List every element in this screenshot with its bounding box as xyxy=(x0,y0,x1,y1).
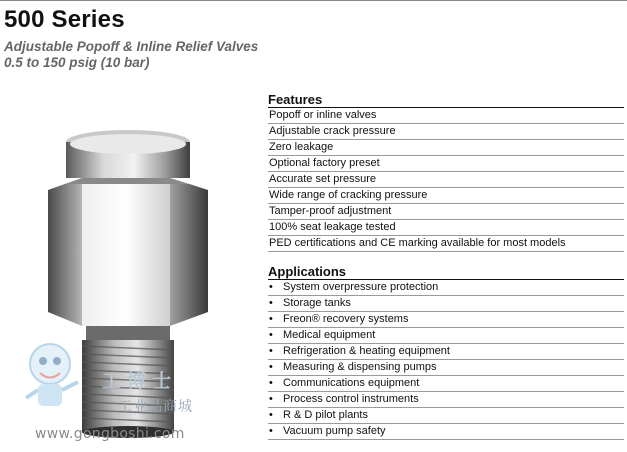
application-item xyxy=(268,408,624,424)
application-label: Medical equipment xyxy=(283,329,376,341)
application-item xyxy=(268,376,624,392)
application-label: R & D pilot plants xyxy=(283,409,368,421)
bullet-icon: • xyxy=(269,425,273,437)
bullet-icon: • xyxy=(269,345,273,357)
application-item xyxy=(268,280,624,296)
bullet-icon: • xyxy=(269,409,273,421)
application-label: Communications equipment xyxy=(283,377,420,389)
application-item xyxy=(268,296,624,312)
features-heading: Features xyxy=(268,92,624,108)
watermark-url: www.gongboshi.com xyxy=(35,426,185,442)
page-subtitle xyxy=(4,39,258,71)
application-label: Refrigeration & heating equipment xyxy=(283,345,450,357)
applications-heading: Applications xyxy=(268,264,624,280)
feature-item: Zero leakage xyxy=(268,140,624,156)
application-label: Storage tanks xyxy=(283,297,351,309)
application-item xyxy=(268,360,624,376)
application-item xyxy=(268,312,624,328)
bullet-icon: • xyxy=(269,361,273,373)
feature-item: Tamper-proof adjustment xyxy=(268,204,624,220)
application-item xyxy=(268,392,624,408)
features-section xyxy=(268,92,624,252)
bullet-icon: • xyxy=(269,329,273,341)
watermark-cn-large: 工博士 xyxy=(102,370,178,392)
feature-item: Optional factory preset xyxy=(268,156,624,172)
application-label: Measuring & dispensing pumps xyxy=(283,361,437,373)
feature-item: Adjustable crack pressure xyxy=(268,124,624,140)
bullet-icon: • xyxy=(269,377,273,389)
subtitle-line-1: Adjustable Popoff & Inline Relief Valves xyxy=(4,39,259,54)
application-label: System overpressure protection xyxy=(283,281,439,293)
application-label: Process control instruments xyxy=(283,393,419,405)
bullet-icon: • xyxy=(269,297,273,309)
feature-item: Popoff or inline valves xyxy=(268,108,624,124)
feature-item: Wide range of cracking pressure xyxy=(268,188,624,204)
bullet-icon: • xyxy=(269,313,273,325)
feature-item: Accurate set pressure xyxy=(268,172,624,188)
application-label: Vacuum pump safety xyxy=(283,425,386,437)
top-rule xyxy=(0,0,627,1)
feature-item: PED certifications and CE marking available for most models xyxy=(268,236,624,252)
applications-section xyxy=(268,264,624,440)
subtitle-line-2: 0.5 to 150 psig (10 bar) xyxy=(4,55,150,70)
bullet-icon: • xyxy=(269,281,273,293)
feature-item: 100% seat leakage tested xyxy=(268,220,624,236)
application-item xyxy=(268,424,624,440)
watermark-cn-small: 工业品商城 xyxy=(118,399,193,415)
application-item xyxy=(268,344,624,360)
application-label: Freon® recovery systems xyxy=(283,313,409,325)
application-item xyxy=(268,328,624,344)
page-title: 500 Series xyxy=(4,6,125,33)
bullet-icon: • xyxy=(269,393,273,405)
